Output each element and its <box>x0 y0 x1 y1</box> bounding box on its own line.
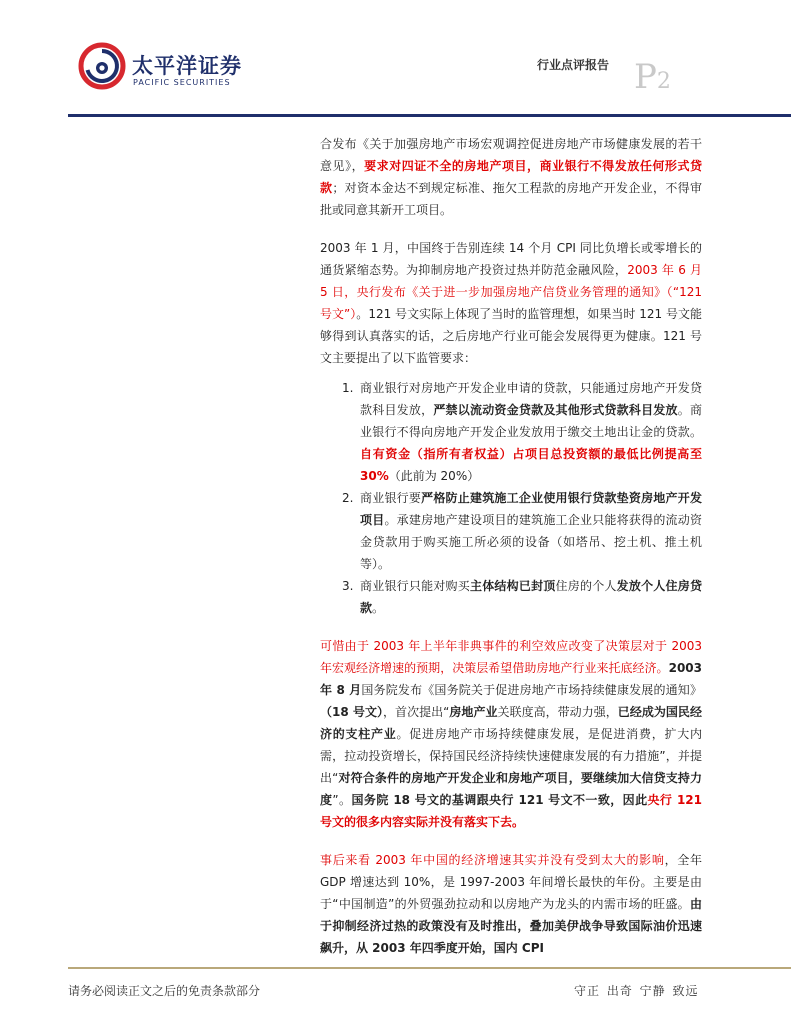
text-run: 对符合条件的房地产开发企业和房地产项目，要继续加大信贷支持力度 <box>320 771 702 807</box>
page-number: 2 <box>656 69 671 94</box>
company-logo <box>78 40 242 98</box>
text-run: 。121 号文实际上体现了当时的监管理想，如果当时 121 号文能够得到认真落实的话，之后房地产行业可能会发展得更为健康。121 号文主要提出了以下监管要求： <box>320 307 702 365</box>
text-run: 由于抑制经济过热的政策没有及时推出，叠加美伊战争导致国际油价迅速飙升，从 2003 年四季度开始，国内 CPI <box>320 897 702 955</box>
text-run: 商业银行对房地产开发企业申请的贷款，只能通过房地产开发贷款科目发放， <box>360 381 702 417</box>
report-type: 行业点评报告 <box>537 58 610 72</box>
text-run: ”。 <box>332 793 352 807</box>
text-run: 住房的个人 <box>555 579 617 593</box>
text-run: 房地产业 <box>449 705 498 719</box>
paragraph-3 <box>320 635 702 833</box>
footer-divider <box>68 967 791 969</box>
disclaimer-note: 请务必阅读正文之后的免责条款部分 <box>68 984 261 998</box>
page-letter: P <box>634 57 657 97</box>
text-run: 主体结构已封顶 <box>469 579 556 593</box>
text-run: ，全年 GDP 增速达到 10%，是 1997-2003 年间增长最快的年份。主要是由于“中国制造”的外贸强劲拉动和以房地产为龙头的内需市场的旺盛。 <box>320 853 702 911</box>
text-run: 。商业银行不得向房地产开发企业发放用于缴交土地出让金的贷款。 <box>360 403 702 439</box>
list-item-number: 1. <box>342 381 354 395</box>
list-item-text <box>360 381 702 483</box>
text-run: 2003 年 6 月 5 日，央行发布《关于进一步加强房地产信贷业务管理的通知》（“121 号文”） <box>320 263 702 321</box>
text-run: 2003 年 1 月，中国终于告别连续 14 个月 CPI 同比负增长或零增长的通货紧缩态势。为抑制房地产投资过热并防范金融风险， <box>320 241 702 277</box>
text-run: 。承建房地产建设项目的建筑施工企业只能将获得的流动资金贷款用于购买施工所必须的设备（如塔吊、挖土机、推土机等）。 <box>360 513 702 571</box>
text-run: 严格防止建筑施工企业使用银行贷款垫资房地产开发项目 <box>360 491 702 527</box>
text-run: 要求对四证不全的房地产项目，商业银行不得发放任何形式贷款 <box>320 159 702 195</box>
text-run: 2003 年 8 月 <box>320 661 702 697</box>
list-item-number: 3. <box>342 579 354 593</box>
text-run: 国务院发布《国务院关于促进房地产市场持续健康发展的通知》 <box>361 683 702 697</box>
company-name-en: PACIFIC SECURITIES <box>133 78 231 87</box>
list-item-text <box>360 579 702 615</box>
text-run: （此前为 20%） <box>388 469 480 483</box>
list-item-number: 2. <box>342 491 354 505</box>
pacific-securities-logo-icon <box>78 42 126 90</box>
text-run: （18 号文） <box>320 705 384 719</box>
paragraph-2 <box>320 237 702 369</box>
text-run: 。促进房地产市场持续健康发展，是促进消费，扩大内需，拉动投资增长，保持国民经济持续快速健康发展的有力措施”，并提出“ <box>320 727 702 785</box>
list-item-text <box>360 491 702 571</box>
list-item <box>320 487 702 575</box>
paragraph-1 <box>320 133 702 221</box>
list-item <box>320 575 702 619</box>
regulation-list <box>320 377 702 619</box>
company-slogan: 守正 出奇 宁静 致远 <box>574 984 699 998</box>
text-run: 已经成为国民经济的支柱产业 <box>320 705 702 741</box>
paragraph-4 <box>320 849 702 959</box>
header-divider <box>68 114 791 117</box>
text-run: 央行 121 号文的很多内容实际并没有落实下去。 <box>320 793 702 829</box>
text-run: 。 <box>372 601 385 615</box>
report-body <box>320 133 702 959</box>
list-item <box>320 377 702 487</box>
text-run: 国务院 18 号文的基调跟央行 121 号文不一致，因此 <box>351 793 648 807</box>
company-name-cn: 太平洋证券 <box>132 54 242 78</box>
text-run: 可惜由于 2003 年上半年非典事件的利空效应改变了决策层对于 2003 年宏观经济增速的预期，决策层希望借助房地产行业来托底经济。 <box>320 639 702 675</box>
text-run: 严禁以流动资金贷款及其他形式贷款科目发放 <box>433 403 678 417</box>
page-indicator <box>634 57 671 99</box>
text-run: 商业银行只能对购买 <box>360 579 470 593</box>
text-run: 关联度高，带动力强， <box>497 705 618 719</box>
text-run: 自有资金（指所有者权益）占项目总投资额的最低比例提高至 30% <box>360 447 702 483</box>
text-run: 合发布《关于加强房地产市场宏观调控促进房地产市场健康发展的若干意见》， <box>320 137 702 173</box>
text-run: 商业银行要 <box>360 491 422 505</box>
text-run: 发放个人住房贷款 <box>360 579 702 615</box>
text-run: ；对资本金达不到规定标准、拖欠工程款的房地产开发企业，不得审批或同意其新开工项目。 <box>320 181 702 217</box>
text-run: ，首次提出“ <box>383 705 450 719</box>
text-run: 事后来看 2003 年中国的经济增速其实并没有受到太大的影响 <box>320 853 665 867</box>
